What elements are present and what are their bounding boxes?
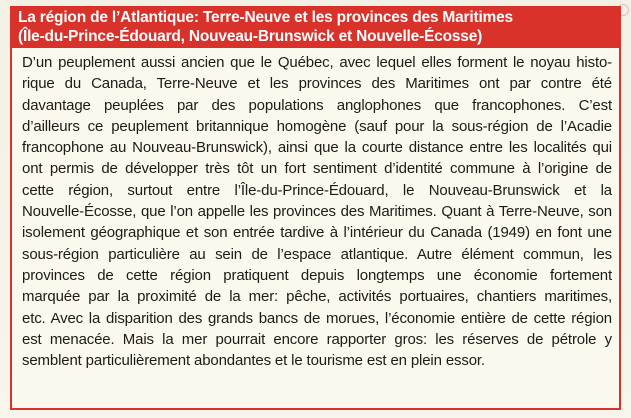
section-title-line-2: (Île-du-Prince-Édouard, Nouveau-Brunswick et Nouvelle-Écosse) bbox=[18, 28, 483, 45]
paragraph-line: ont permis de développer très tôt un fort sentiment d’identité commune à l’origine de bbox=[22, 160, 612, 178]
paragraph-line: sous-région particulière au sein de l’espace atlantique. Autre élément commun, les bbox=[22, 245, 612, 263]
paragraph-line: marquée par la proximité de la mer: pêche, activités portuaires, chantiers maritimes, bbox=[22, 288, 612, 306]
paragraph-line: est menacée. Mais la mer pourrait encore rapporter gros: les réserves de pétrole y bbox=[22, 330, 612, 348]
paragraph-line: isolement géographique et son entrée tardive à l’intérieur du Canada (1949) en font une bbox=[22, 224, 612, 242]
paragraph-line: Nouvelle-Écosse, que l’on appelle les provinces des Maritimes. Quant à Terre-Neuve, son bbox=[22, 203, 612, 221]
paragraph-line: provinces de cette région pratiquent depuis longtemps une économie fortement bbox=[22, 266, 612, 284]
paragraph-line: rique du Canada, Terre-Neuve et les provinces des Maritimes ont par contre été bbox=[22, 75, 612, 93]
paragraph-line: d’ailleurs ce peuplement britannique homogène (sauf pour la sous-région de l’Acadie bbox=[22, 117, 612, 135]
paragraph-line: D’un peuplement aussi ancien que le Québec, avec lequel elles forment le noyau histo- bbox=[22, 54, 612, 71]
paragraph-line: etc. Avec la disparition des grands bancs de morues, l’économie entière de cette région bbox=[22, 309, 612, 327]
paragraph-line: francophone au Nouveau-Brunswick), ainsi que la courte distance entre les localités qui bbox=[22, 139, 612, 157]
section-header bbox=[10, 6, 621, 48]
paragraph-line: davantage peuplées par des populations anglophones que francophones. C’est bbox=[22, 96, 612, 114]
section-title-line-1: La région de l’Atlantique: Terre-Neuve et les provinces des Maritimes bbox=[18, 9, 513, 26]
paragraph-line: semblent particulièrement abondantes et le tourisme est en plein essor. bbox=[22, 352, 485, 370]
paragraph-line: cette région, surtout entre l’Île-du-Prince-Édouard, le Nouveau-Brunswick et la bbox=[22, 181, 612, 199]
text-box bbox=[10, 48, 621, 410]
